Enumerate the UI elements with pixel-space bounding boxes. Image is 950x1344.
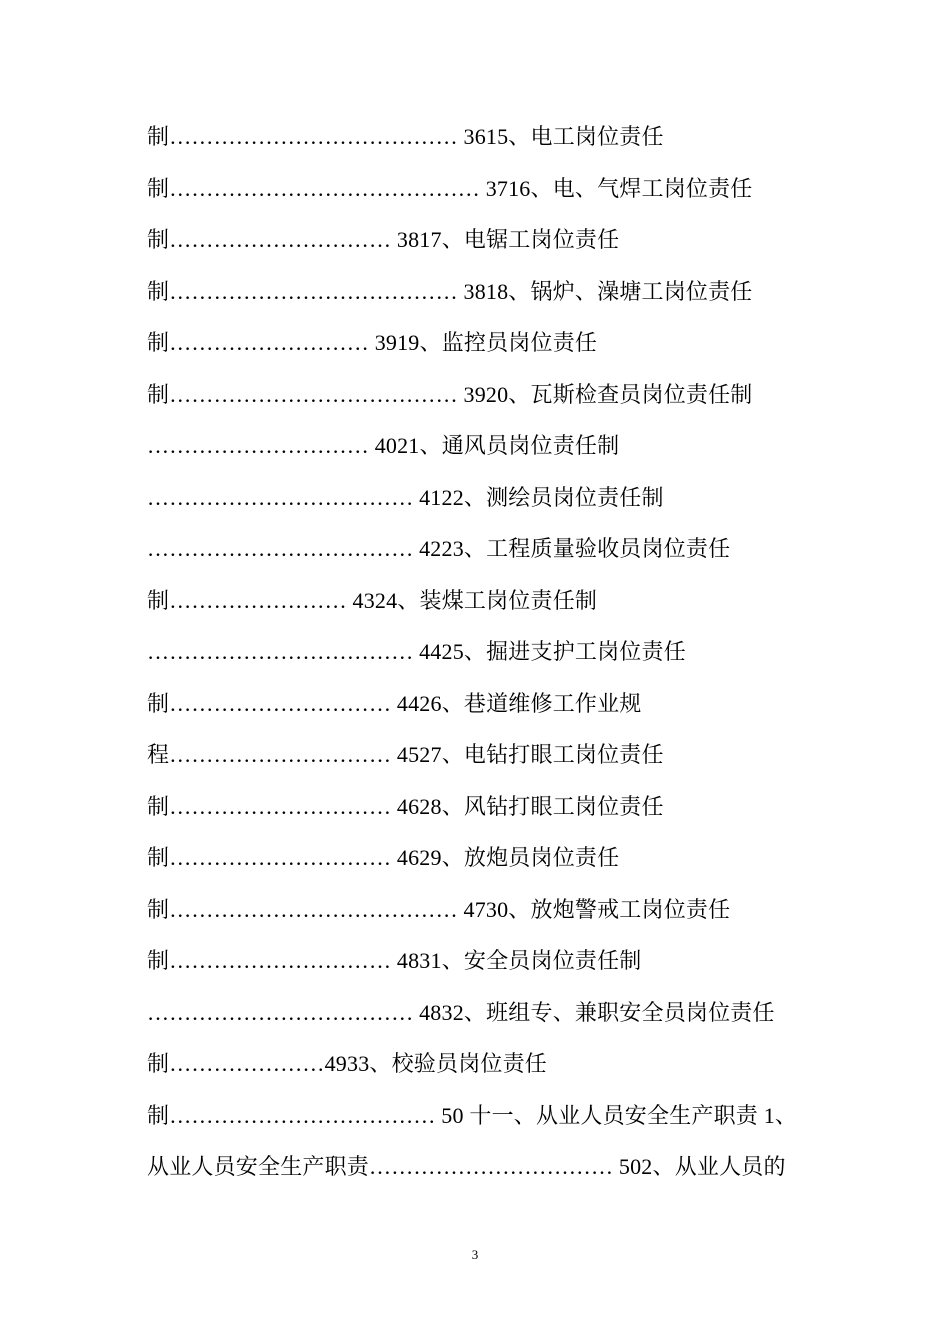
toc-line: 制………………………………… 4730、放炮警戒工岗位责任 bbox=[147, 896, 731, 922]
toc-line: 制…………………4933、校验员岗位责任 bbox=[147, 1051, 548, 1076]
toc-line: 制………………………… 3817、电锯工岗位责任 bbox=[147, 227, 620, 252]
toc-line: ………………………… 4021、通风员岗位责任制 bbox=[147, 433, 620, 458]
toc-line: 制………………………… 4629、放炮员岗位责任 bbox=[147, 845, 620, 870]
toc-line: 制……………………………… 50 十一、从业人员安全生产职责 1、 bbox=[147, 1102, 798, 1128]
table-of-contents bbox=[147, 117, 807, 1199]
toc-line: 制…………………………………… 3716、电、气焊工岗位责任 bbox=[147, 175, 753, 201]
toc-line: 程………………………… 4527、电钻打眼工岗位责任 bbox=[147, 742, 664, 767]
toc-line: ……………………………… 4832、班组专、兼职安全员岗位责任 bbox=[147, 999, 775, 1025]
toc-line: 制………………………………… 3920、瓦斯检查员岗位责任制 bbox=[147, 381, 753, 407]
toc-line: 制………………………… 4426、巷道维修工作业规 bbox=[147, 690, 642, 716]
toc-line: 制………………………… 4628、风钻打眼工岗位责任 bbox=[147, 793, 664, 819]
toc-line: 制…………………… 4324、装煤工岗位责任制 bbox=[147, 587, 598, 613]
toc-line: ……………………………… 4223、工程质量验收员岗位责任 bbox=[147, 536, 731, 561]
toc-line: 从业人员安全生产职责…………………………… 502、从业人员的 bbox=[147, 1154, 786, 1179]
toc-line: 制………………………… 4831、安全员岗位责任制 bbox=[147, 948, 642, 973]
toc-line: 制………………………………… 3615、电工岗位责任 bbox=[147, 124, 664, 149]
toc-line: ……………………………… 4122、测绘员岗位责任制 bbox=[147, 484, 664, 510]
toc-line: 制……………………… 3919、监控员岗位责任 bbox=[147, 330, 598, 355]
toc-line: 制………………………………… 3818、锅炉、澡塘工岗位责任 bbox=[147, 278, 753, 304]
page-number: 3 bbox=[471, 1247, 479, 1262]
toc-line: ……………………………… 4425、掘进支护工岗位责任 bbox=[147, 639, 686, 664]
